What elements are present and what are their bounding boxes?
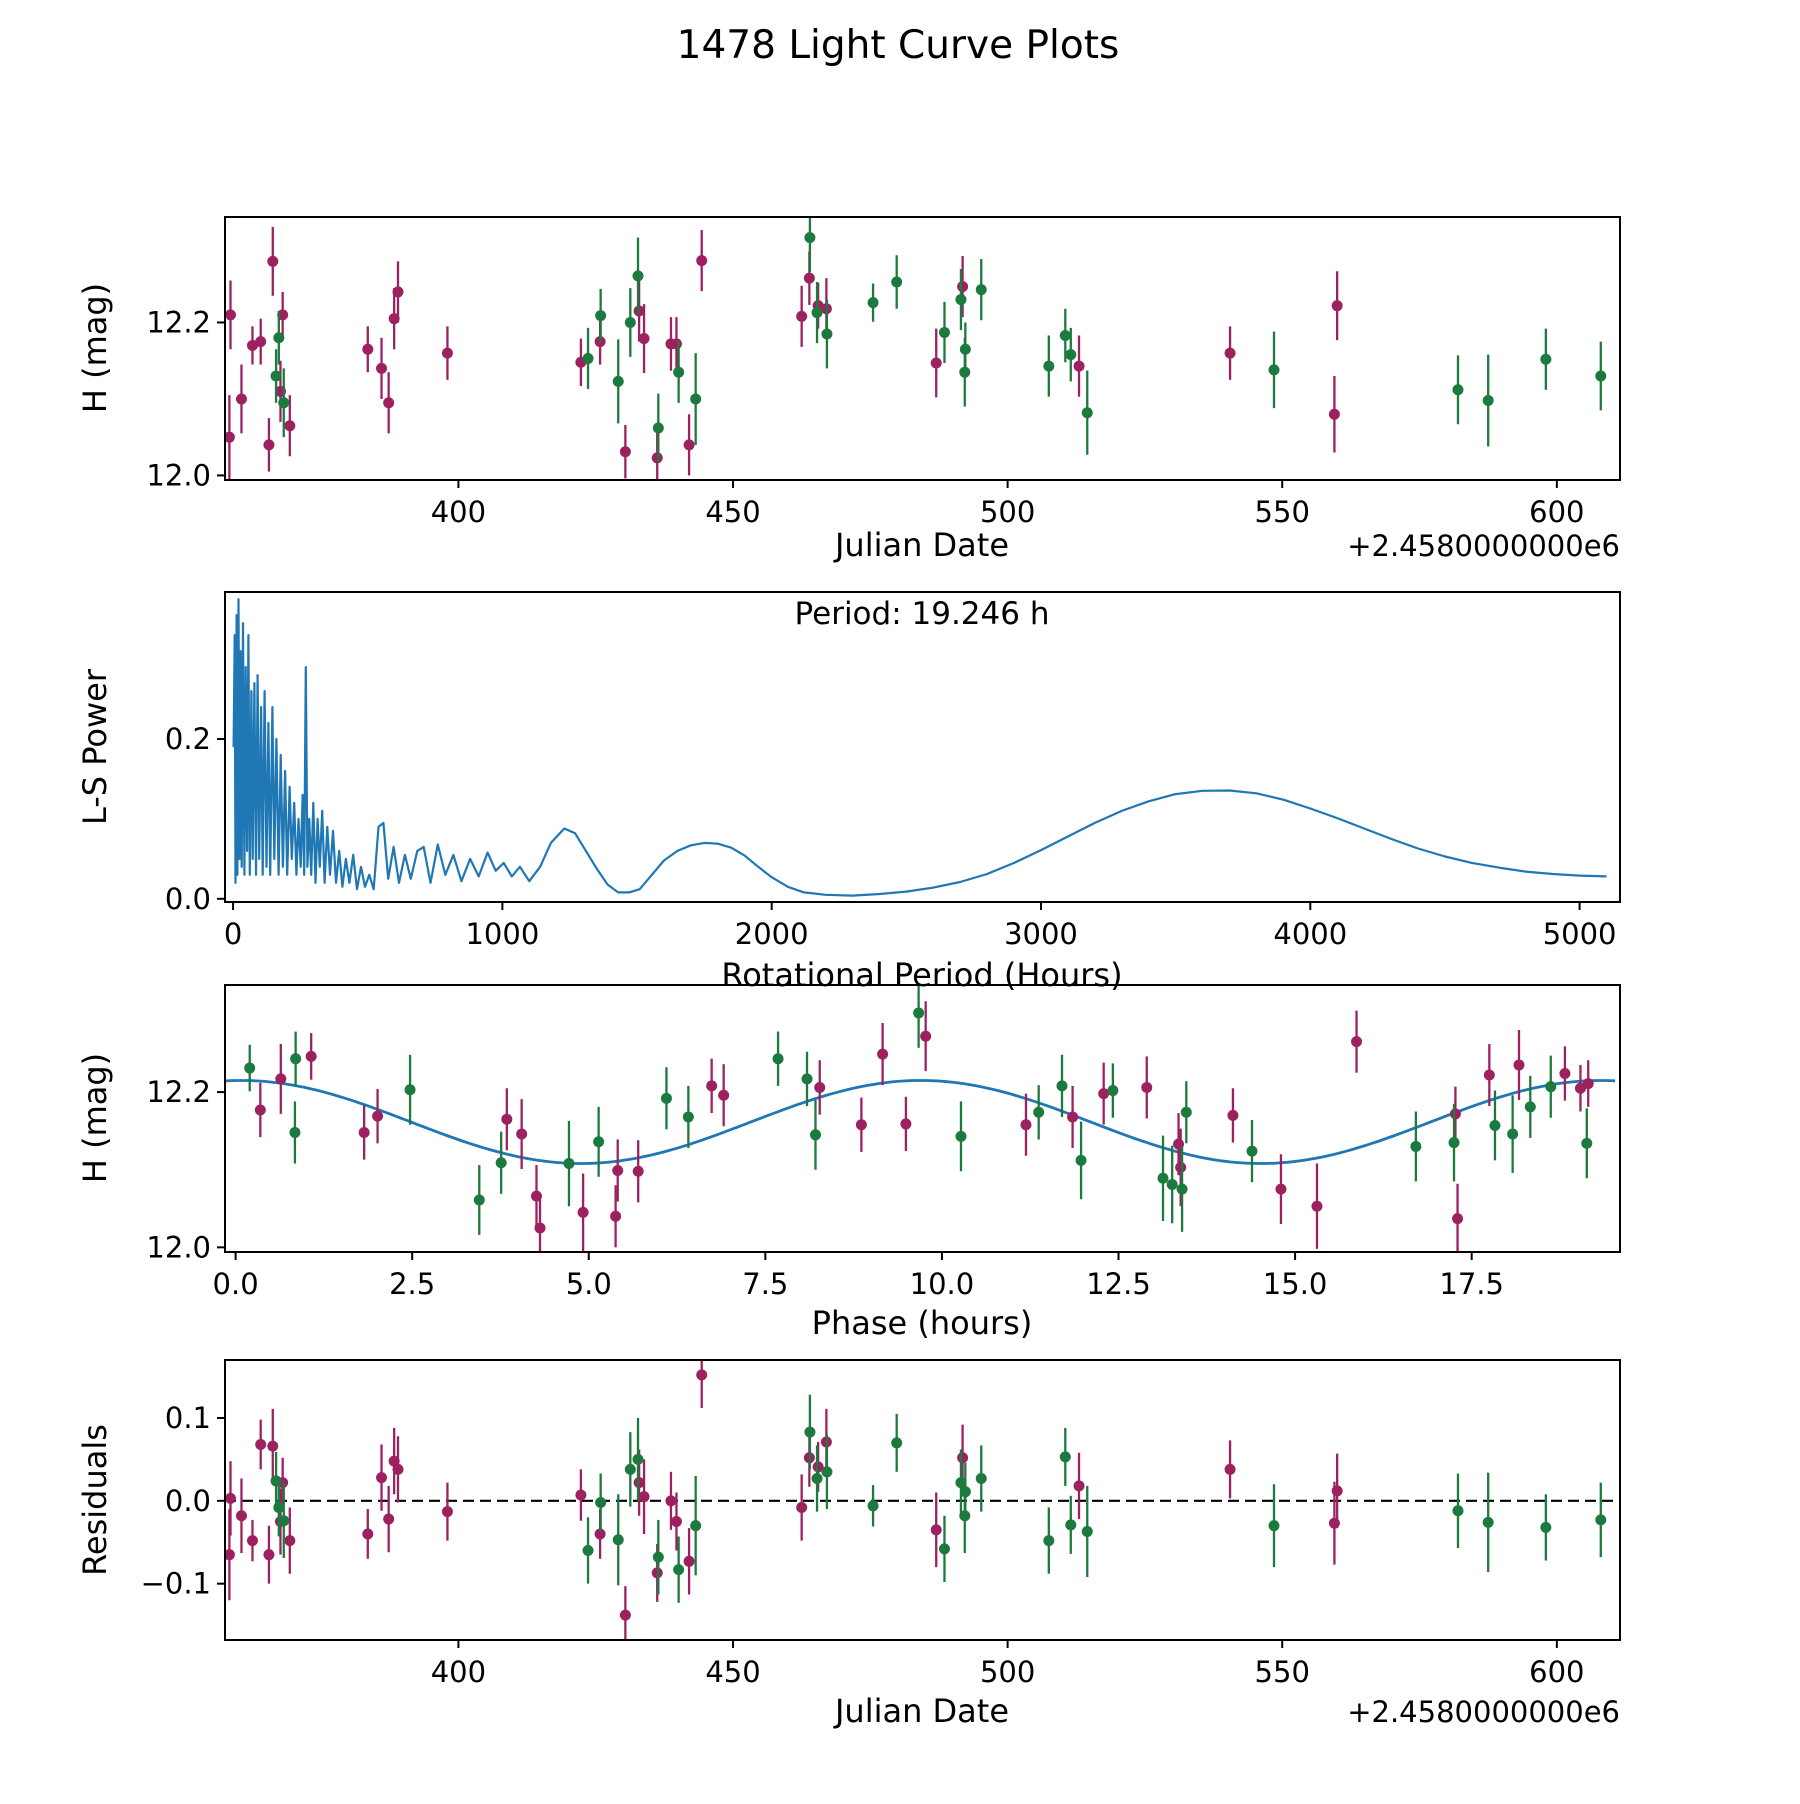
- data-point: [804, 232, 815, 243]
- y-tick-label: 0.0: [164, 881, 211, 916]
- data-point: [625, 1464, 636, 1475]
- data-point: [1074, 1480, 1085, 1491]
- data-point: [1595, 1514, 1606, 1525]
- residuals-series-r-band: [224, 1342, 1343, 1644]
- data-point: [931, 1524, 942, 1535]
- data-point: [1540, 354, 1551, 365]
- axes-frame: [225, 217, 1620, 480]
- data-point: [1167, 1179, 1178, 1190]
- data-point: [593, 1136, 604, 1147]
- data-point: [275, 1073, 286, 1084]
- data-point: [575, 1490, 586, 1501]
- data-point: [1559, 1068, 1570, 1079]
- data-point: [1329, 1518, 1340, 1529]
- data-point: [263, 1549, 274, 1560]
- data-point: [673, 1564, 684, 1575]
- data-point: [891, 276, 902, 287]
- data-point: [796, 311, 807, 322]
- data-point: [359, 1127, 370, 1138]
- x-tick-label: 3000: [1004, 917, 1078, 951]
- data-point: [383, 397, 394, 408]
- data-point: [913, 1007, 924, 1018]
- phase-fit-curve: [225, 1081, 1615, 1164]
- data-point: [683, 1111, 694, 1122]
- data-point: [1067, 1111, 1078, 1122]
- data-point: [376, 363, 387, 374]
- data-point: [877, 1049, 888, 1060]
- data-point: [1484, 1070, 1495, 1081]
- data-point: [1268, 1520, 1279, 1531]
- data-point: [376, 1472, 387, 1483]
- figure-title: 1478 Light Curve Plots: [676, 23, 1120, 68]
- x-tick-label: 17.5: [1439, 1267, 1504, 1301]
- phase-series-r-band: [255, 1001, 1594, 1263]
- data-point: [639, 333, 650, 344]
- data-point: [474, 1194, 485, 1205]
- data-point: [868, 1500, 879, 1511]
- data-point: [653, 423, 664, 434]
- data-point: [496, 1157, 507, 1168]
- data-point: [563, 1158, 574, 1169]
- data-point: [868, 297, 879, 308]
- data-point: [812, 1473, 823, 1484]
- data-point: [583, 1545, 594, 1556]
- data-point: [1332, 1485, 1343, 1496]
- x-tick-label: 0: [223, 917, 243, 951]
- x-tick-label: 7.5: [742, 1267, 789, 1301]
- data-point: [1060, 330, 1071, 341]
- data-point: [671, 1516, 682, 1527]
- phase-data-layer: [225, 978, 1615, 1263]
- data-point: [939, 327, 950, 338]
- data-point: [900, 1118, 911, 1129]
- data-point: [1452, 1505, 1463, 1516]
- data-point: [673, 367, 684, 378]
- data-point: [595, 1497, 606, 1508]
- data-point: [939, 1543, 950, 1554]
- data-point: [1043, 1535, 1054, 1546]
- lightcurve-x-offset-label: +2.4580000000e6: [1347, 529, 1620, 563]
- data-point: [696, 255, 707, 266]
- data-point: [810, 1129, 821, 1140]
- data-point: [891, 1437, 902, 1448]
- data-point: [393, 286, 404, 297]
- data-point: [1332, 300, 1343, 311]
- data-point: [225, 1493, 236, 1504]
- data-point: [957, 1452, 968, 1463]
- data-point: [812, 307, 823, 318]
- x-tick-label: 5.0: [565, 1267, 612, 1301]
- periodogram-power-line: [234, 599, 1607, 895]
- x-tick-label: 2000: [734, 917, 809, 951]
- x-tick-label: 15.0: [1262, 1267, 1328, 1301]
- data-point: [1225, 348, 1236, 359]
- data-point: [267, 256, 278, 267]
- data-point: [1329, 409, 1340, 420]
- data-point: [247, 1535, 258, 1546]
- lightcurve-series-g-band: [271, 203, 1607, 462]
- y-tick-label: 12.2: [146, 305, 211, 340]
- panel-lightcurve: [76, 203, 1620, 564]
- phase-series-g-band: [244, 978, 1592, 1235]
- data-point: [442, 1506, 453, 1517]
- data-point: [612, 1165, 623, 1176]
- residuals-x-offset-label: +2.4580000000e6: [1347, 1695, 1620, 1729]
- data-point: [1595, 371, 1606, 382]
- y-tick-label: 12.0: [146, 458, 211, 493]
- data-point: [796, 1502, 807, 1513]
- data-point: [595, 310, 606, 321]
- lightcurve-series-r-band: [224, 227, 1343, 485]
- x-tick-label: 600: [1529, 495, 1585, 529]
- data-point: [633, 1454, 644, 1465]
- data-point: [236, 1510, 247, 1521]
- data-point: [1082, 1526, 1093, 1537]
- data-point: [684, 439, 695, 450]
- data-point: [957, 281, 968, 292]
- data-point: [1452, 384, 1463, 395]
- x-tick-label: 1000: [465, 917, 540, 951]
- data-point: [255, 1439, 266, 1450]
- data-point: [289, 1127, 300, 1138]
- x-tick-label: 0.0: [212, 1267, 259, 1301]
- data-point: [1060, 1451, 1071, 1462]
- data-point: [773, 1053, 784, 1064]
- data-point: [1513, 1059, 1524, 1070]
- data-point: [362, 1528, 373, 1539]
- panel-periodogram: [76, 592, 1620, 994]
- axes-frame: [225, 592, 1620, 902]
- data-point: [718, 1090, 729, 1101]
- data-point: [271, 371, 282, 382]
- x-tick-label: 400: [430, 1655, 487, 1689]
- x-tick-label: 450: [705, 1655, 761, 1689]
- y-tick-label: 12.2: [146, 1075, 211, 1110]
- data-point: [583, 353, 594, 364]
- data-point: [1076, 1155, 1087, 1166]
- lightcurve-data-layer: [224, 203, 1606, 484]
- data-point: [263, 439, 274, 450]
- data-point: [290, 1053, 301, 1064]
- y-tick-label: 0.0: [164, 1483, 211, 1518]
- data-point: [1449, 1137, 1460, 1148]
- data-point: [278, 397, 289, 408]
- data-point: [955, 1131, 966, 1142]
- data-point: [821, 328, 832, 339]
- periodogram-plot-area: [165, 592, 1620, 951]
- periodogram-data-layer: [234, 599, 1607, 895]
- data-point: [1583, 1078, 1594, 1089]
- data-point: [804, 1427, 815, 1438]
- data-point: [959, 1510, 970, 1521]
- data-point: [501, 1114, 512, 1125]
- phase-yaxis-label: H (mag): [76, 1052, 114, 1184]
- data-point: [278, 1515, 289, 1526]
- residuals-data-layer: [224, 1342, 1620, 1644]
- periodogram-xaxis-label: Rotational Period (Hours): [721, 956, 1123, 994]
- data-point: [255, 1104, 266, 1115]
- data-point: [684, 1556, 695, 1567]
- data-point: [620, 1610, 631, 1621]
- data-point: [690, 393, 701, 404]
- data-point: [625, 317, 636, 328]
- phase-plot-area: [146, 978, 1620, 1301]
- data-point: [1177, 1184, 1188, 1195]
- data-point: [273, 332, 284, 343]
- data-point: [1247, 1146, 1258, 1157]
- data-point: [535, 1222, 546, 1233]
- data-point: [1311, 1201, 1322, 1212]
- data-point: [1581, 1138, 1592, 1149]
- y-tick-label: 12.0: [146, 1230, 211, 1265]
- data-point: [960, 1486, 971, 1497]
- data-point: [1540, 1522, 1551, 1533]
- x-tick-label: 500: [979, 1655, 1036, 1689]
- data-point: [706, 1080, 717, 1091]
- data-point: [284, 420, 295, 431]
- best-period-annotation: Period: 19.246 h: [794, 596, 1050, 632]
- data-point: [1020, 1119, 1031, 1130]
- data-point: [976, 1473, 987, 1484]
- data-point: [284, 1535, 295, 1546]
- data-point: [516, 1129, 527, 1140]
- x-tick-label: 10.0: [909, 1267, 975, 1301]
- data-point: [653, 1552, 664, 1563]
- data-point: [1033, 1107, 1044, 1118]
- data-point: [920, 1031, 931, 1042]
- lightcurve-plot-area: [146, 203, 1620, 529]
- data-point: [1158, 1173, 1169, 1184]
- data-point: [255, 336, 266, 347]
- x-tick-label: 550: [1254, 495, 1310, 529]
- x-tick-label: 600: [1529, 1655, 1585, 1689]
- data-point: [271, 1475, 282, 1486]
- data-point: [1268, 364, 1279, 375]
- data-point: [959, 367, 970, 378]
- x-tick-label: 450: [705, 495, 761, 529]
- data-point: [613, 376, 624, 387]
- data-point: [1107, 1085, 1118, 1096]
- data-point: [931, 358, 942, 369]
- data-point: [1175, 1162, 1186, 1173]
- residuals-series-g-band: [271, 1395, 1607, 1603]
- data-point: [1181, 1107, 1192, 1118]
- data-point: [613, 1534, 624, 1545]
- data-point: [1351, 1036, 1362, 1047]
- data-point: [1043, 361, 1054, 372]
- data-point: [976, 284, 987, 295]
- data-point: [1483, 395, 1494, 406]
- data-point: [442, 348, 453, 359]
- data-point: [633, 1166, 644, 1177]
- panel-phase: [76, 978, 1620, 1342]
- data-point: [1082, 407, 1093, 418]
- x-tick-label: 500: [979, 495, 1036, 529]
- x-tick-label: 4000: [1273, 917, 1348, 951]
- x-tick-label: 2.5: [389, 1267, 436, 1301]
- data-point: [802, 1073, 813, 1084]
- data-point: [1065, 1519, 1076, 1530]
- data-point: [1450, 1108, 1461, 1119]
- data-point: [1483, 1517, 1494, 1528]
- data-point: [362, 344, 373, 355]
- data-point: [665, 1495, 676, 1506]
- panel-residuals: [76, 1342, 1620, 1730]
- data-point: [1227, 1110, 1238, 1121]
- data-point: [955, 294, 966, 305]
- y-tick-label: 0.1: [164, 1400, 211, 1435]
- data-point: [1074, 361, 1085, 372]
- data-point: [814, 1082, 825, 1093]
- data-point: [960, 344, 971, 355]
- data-point: [661, 1093, 672, 1104]
- data-point: [273, 1502, 284, 1513]
- data-point: [1275, 1184, 1286, 1195]
- data-point: [267, 1441, 278, 1452]
- data-point: [244, 1063, 255, 1074]
- data-point: [639, 1491, 650, 1502]
- axes-frame: [225, 985, 1620, 1252]
- data-point: [696, 1369, 707, 1380]
- data-point: [531, 1191, 542, 1202]
- x-tick-label: 5000: [1542, 917, 1617, 951]
- data-point: [804, 273, 815, 284]
- data-point: [610, 1211, 621, 1222]
- data-point: [1525, 1101, 1536, 1112]
- data-point: [633, 270, 644, 281]
- data-point: [393, 1464, 404, 1475]
- data-point: [1545, 1081, 1556, 1092]
- data-point: [690, 1520, 701, 1531]
- data-point: [578, 1207, 589, 1218]
- x-tick-label: 12.5: [1086, 1267, 1151, 1301]
- data-point: [1410, 1141, 1421, 1152]
- lightcurve-xaxis-label: Julian Date: [834, 526, 1010, 564]
- x-tick-label: 400: [430, 495, 487, 529]
- data-point: [1057, 1080, 1068, 1091]
- x-tick-label: 550: [1254, 1655, 1310, 1689]
- data-point: [405, 1084, 416, 1095]
- data-point: [1489, 1120, 1500, 1131]
- residuals-xaxis-label: Julian Date: [834, 1692, 1010, 1730]
- data-point: [1507, 1129, 1518, 1140]
- data-point: [236, 393, 247, 404]
- data-point: [856, 1119, 867, 1130]
- y-tick-label: 0.2: [164, 722, 211, 757]
- data-point: [1065, 349, 1076, 360]
- data-point: [225, 309, 236, 320]
- lightcurve-yaxis-label: H (mag): [76, 282, 114, 414]
- data-point: [821, 1466, 832, 1477]
- data-point: [383, 1514, 394, 1525]
- data-point: [372, 1111, 383, 1122]
- residuals-yaxis-label: Residuals: [76, 1424, 114, 1576]
- data-point: [1141, 1082, 1152, 1093]
- data-point: [671, 338, 682, 349]
- data-point: [1225, 1464, 1236, 1475]
- data-point: [389, 313, 400, 324]
- y-tick-label: −0.1: [140, 1566, 211, 1601]
- residuals-plot-area: [141, 1342, 1620, 1689]
- data-point: [306, 1051, 317, 1062]
- data-point: [1452, 1213, 1463, 1224]
- data-point: [620, 446, 631, 457]
- phase-xaxis-label: Phase (hours): [811, 1304, 1033, 1342]
- periodogram-yaxis-label: L-S Power: [76, 668, 114, 826]
